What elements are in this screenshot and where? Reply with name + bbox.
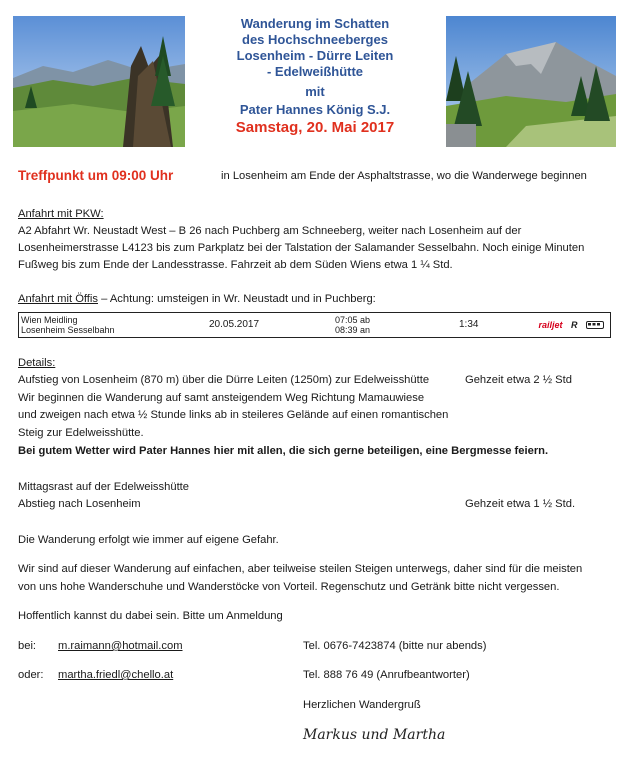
transit-heading: Anfahrt mit Öffis [18,293,98,305]
route-to: Losenheim Sesselbahn [21,325,115,335]
route-from: Wien Meidling [21,315,78,325]
left-mountain-photo [13,16,185,147]
meeting-place: in Losenheim am Ende der Asphaltstrasse, wo die Wanderwege beginnen [221,170,587,182]
phone-2: Tel. 888 76 49 (Anrufbeantworter) [303,669,470,681]
railjet-logo: railjet [538,319,563,330]
title-line-1: Wanderung im Schatten [240,16,390,31]
gear-note-2: von uns hohe Wanderschuhe und Wanderstöcke von Vorteil. Regenschutz und Getränk bitte nicht vergessen. [18,581,560,593]
meeting-label: Treffpunkt um 09:00 Uhr [18,168,174,183]
gear-note-1: Wir sind auf dieser Wanderung auf einfachen, aber teilweise steilen Steigen unterwegs, daher sind für die meisten [18,563,583,575]
title-line-4: - Edelweißhütte [266,64,364,79]
descent-time: Gehzeit etwa 1 ½ Std. [465,498,576,510]
transit-note: – Achtung: umsteigen in Wr. Neustadt und in Puchberg: [98,293,376,305]
phone-1: Tel. 0676-7423874 (bitte nur abends) [303,640,487,652]
connection-row [19,313,611,338]
contact-prefix-1: bei: [18,640,37,652]
car-line-1: A2 Abfahrt Wr. Neustadt West – B 26 nach Puchberg am Schneeberg, weiter nach Losenheim auf der [18,225,522,237]
risk-note: Die Wanderung erfolgt wie immer auf eigene Gefahr. [18,534,279,546]
email-link-1[interactable]: m.raimann@hotmail.com [58,640,183,652]
ascent-line: Aufstieg von Losenheim (870 m) über die Dürre Leiten (1250m) zur Edelweisshütte [18,374,430,386]
route-arrival: 08:39 an [335,325,371,335]
connection-table [18,312,611,338]
contact-prefix-2: oder: [18,669,44,681]
route-cell [19,313,194,338]
mass-note: Bei gutem Wetter wird Pater Hannes hier mit allen, die sich gerne beteiligen, eine Bergmesse feiern. [18,445,549,457]
right-mountain-photo [446,16,616,147]
signature: Markus und Martha [303,727,446,743]
registration-note: Hoffentlich kannst du dabei sein. Bitte um Anmeldung [18,610,283,622]
descent-line: Abstieg nach Losenheim [18,498,141,510]
event-date: Samstag, 20. Mai 2017 [235,119,395,136]
route-times [321,313,457,338]
title-line-3: Losenheim - Dürre Leiten [236,48,394,63]
lunch-line: Mittagsrast auf der Edelweisshütte [18,481,190,493]
car-line-2: Losenheimerstrasse L4123 bis zum Parkplatz bei der Talstation der Salamander Sesselbahn. Noch einige Minuten [18,242,585,254]
route-duration: 1:34 [457,313,521,338]
closing-greeting: Herzlichen Wandergruß [303,699,421,711]
title-line-5: mit [305,84,325,99]
route-departure: 07:05 ab [335,315,371,325]
title-line-6: Pater Hannes König S.J. [239,102,391,117]
regional-train-label: R [570,319,578,330]
title-line-2: des Hochschneeberges [242,32,388,47]
details-line-3: Steig zur Edelweisshütte. [18,427,144,439]
details-line-1: Wir beginnen die Wanderung auf samt ansteigendem Weg Richtung Mamauwiese [18,392,425,404]
details-line-2: und zweigen nach etwa ½ Stunde links ab in steileres Gelände auf einen romantischen [18,409,449,421]
email-link-2[interactable]: martha.friedl@chello.at [58,669,174,681]
route-date: 20.05.2017 [193,313,321,338]
car-line-3: Fußweg bis zum Ende der Landesstrasse. Fahrzeit ab dem Süden Wiens etwa 1 ¼ Std. [18,259,453,271]
route-products [521,313,611,338]
ascent-time: Gehzeit etwa 2 ½ Std [465,374,572,386]
transit-heading-row [18,291,376,308]
details-heading: Details: [18,357,56,369]
car-heading: Anfahrt mit PKW: [18,208,104,220]
bus-icon [586,321,604,330]
